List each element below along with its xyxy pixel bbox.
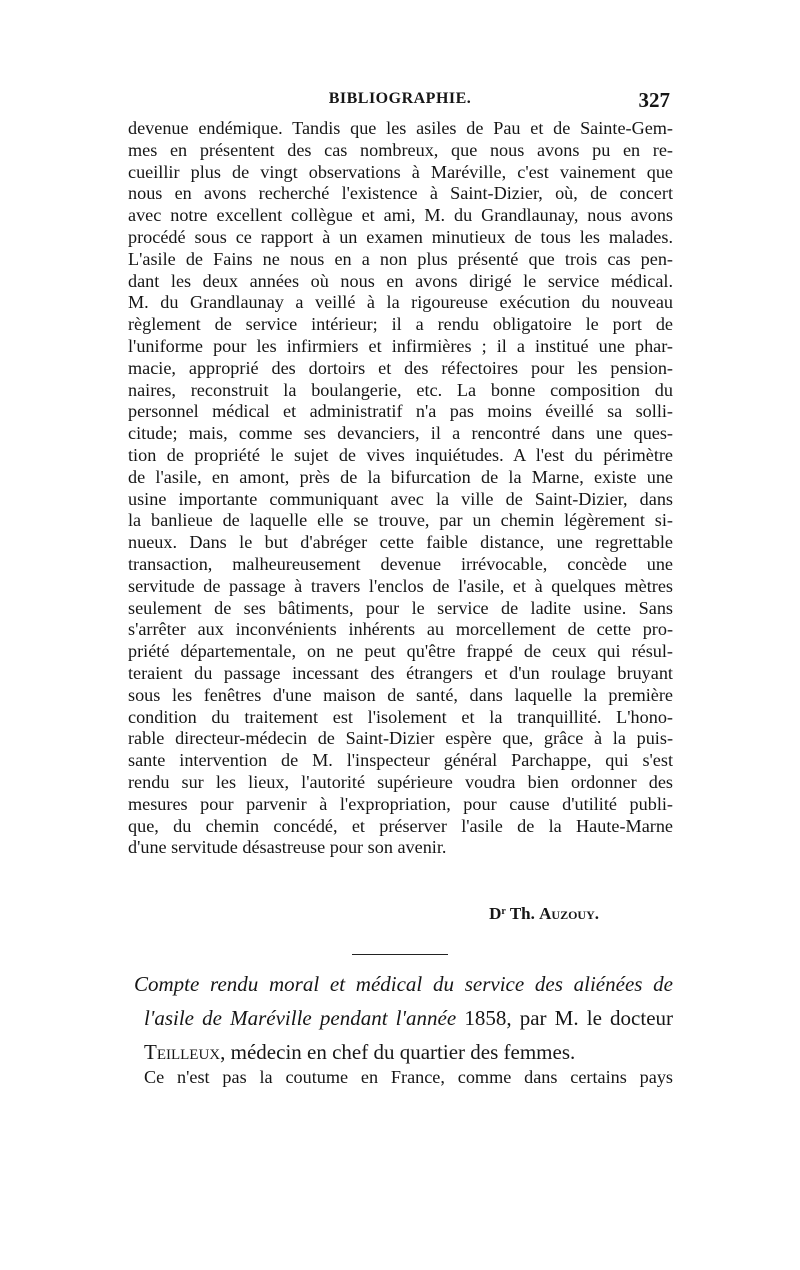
review-byline: par M. le docteur	[519, 1006, 673, 1030]
text-line: dant les deux années où nous en avons dirigé le service médical.	[128, 270, 673, 291]
page-number: 327	[638, 88, 670, 112]
text-line: transaction, malheureusement devenue irrévocable, concède une	[128, 553, 673, 574]
text-line: sous les fenêtres d'une maison de santé, dans laquelle la première	[128, 684, 673, 705]
text-line: rendu sur les lieux, l'autorité supérieure voudra bien ordonner des	[128, 771, 673, 792]
text-line: nueux. Dans le but d'abréger cette faible distance, une regrettable	[128, 532, 673, 553]
text-line: teraient du passage incessant des étrangers et d'un roulage bruyant	[128, 662, 673, 683]
text-line: mesures pour parvenir à l'expropriation, pour cause d'utilité publi-	[128, 793, 673, 814]
text-line: de l'asile, en amont, près de la bifurcation de la Marne, existe une	[128, 466, 673, 487]
text-line: servitude de passage à travers l'enclos de l'asile, et à quelques mètres	[128, 575, 673, 596]
review-body	[128, 1067, 673, 1089]
running-head	[130, 90, 670, 114]
text-line: naires, reconstruit la boulangerie, etc. La bonne composition du	[128, 379, 673, 400]
text-line: que, du chemin concédé, et préserver l'asile de la Haute-Marne	[128, 815, 673, 836]
text-line: M. du Grandlaunay a veillé à la rigoureuse exécution du nouveau	[128, 292, 673, 313]
text-line: cueillir plus de vingt observations à Maréville, c'est vainement que	[128, 161, 673, 182]
review-heading-italic: l'asile de Maréville pendant l'année	[144, 1006, 457, 1030]
text-line: la banlieue de laquelle elle se trouve, par un chemin légèrement si-	[128, 510, 673, 531]
text-line: sante intervention de M. l'inspecteur général Parchappe, qui s'est	[128, 750, 673, 771]
text-line: rable directeur-médecin de Saint-Dizier espère que, grâce à la puis-	[128, 728, 673, 749]
review-author-role: médecin en chef du quartier des femmes.	[230, 1040, 576, 1064]
body-paragraph	[128, 118, 673, 859]
text-line: L'asile de Fains ne nous en a non plus présenté que trois cas pen-	[128, 248, 673, 269]
signature-title-sup: r	[501, 906, 506, 917]
text-line: priété départementale, on ne peut qu'être frappé de ceux qui résul-	[128, 641, 673, 662]
review-author: Teilleux,	[144, 1040, 226, 1064]
text-line: personnel médical et administratif n'a pas moins éveillé sa solli-	[128, 401, 673, 422]
text-line: d'une servitude désastreuse pour son avenir.	[128, 837, 447, 858]
signature-surname: Auzouy.	[539, 904, 599, 923]
text-line: l'uniforme pour les infirmiers et infirmières ; il a institué une phar-	[128, 335, 673, 356]
text-line: macie, approprié des dortoirs et des réfectoires pour les pension-	[128, 357, 673, 378]
running-title: BIBLIOGRAPHIE.	[328, 90, 472, 107]
text-line: nous en avons recherché l'existence à Saint-Dizier, où, de concert	[128, 183, 673, 204]
text-line: usine importante communiquant avec la ville de Saint-Dizier, dans	[128, 488, 673, 509]
text-line: devenue endémique. Tandis que les asiles de Pau et de Sainte-Gem-	[128, 118, 673, 138]
text-line: seulement de ses bâtiments, pour le service de ladite usine. Sans	[128, 597, 673, 618]
text-line: citude; mais, comme ses devanciers, il a rencontré dans une ques-	[128, 423, 673, 444]
review-heading-line	[128, 967, 673, 1001]
text-line: Ce n'est pas la coutume en France, comme dans certains pays	[144, 1067, 673, 1087]
text-line: tion de propriété le sujet de vives inquiétudes. A l'est du périmètre	[128, 444, 673, 465]
author-signature	[128, 901, 599, 925]
review-heading-line	[128, 1035, 673, 1069]
text-line: condition du traitement est l'isolement et la tranquillité. L'hono-	[128, 706, 673, 727]
review-heading-line	[128, 1001, 673, 1035]
signature-initials: Th.	[509, 904, 535, 923]
signature-title: D	[489, 904, 502, 923]
review-heading	[128, 967, 673, 1069]
section-divider	[352, 954, 448, 955]
review-year: 1858,	[464, 1006, 512, 1030]
text-line: avec notre excellent collègue et ami, M. du Grandlaunay, nous avons	[128, 205, 673, 226]
text-line: procédé sous ce rapport à un examen minutieux de tous les malades.	[128, 226, 673, 247]
text-line: s'arrêter aux inconvénients inhérents au morcellement de cette pro-	[128, 619, 673, 640]
text-line: règlement de service intérieur; il a rendu obligatoire le port de	[128, 314, 673, 335]
review-heading-italic: Compte rendu moral et médical du service des aliénées de	[134, 972, 673, 996]
text-line: mes en présentent des cas nombreux, que nous avons pu en re-	[128, 139, 673, 160]
